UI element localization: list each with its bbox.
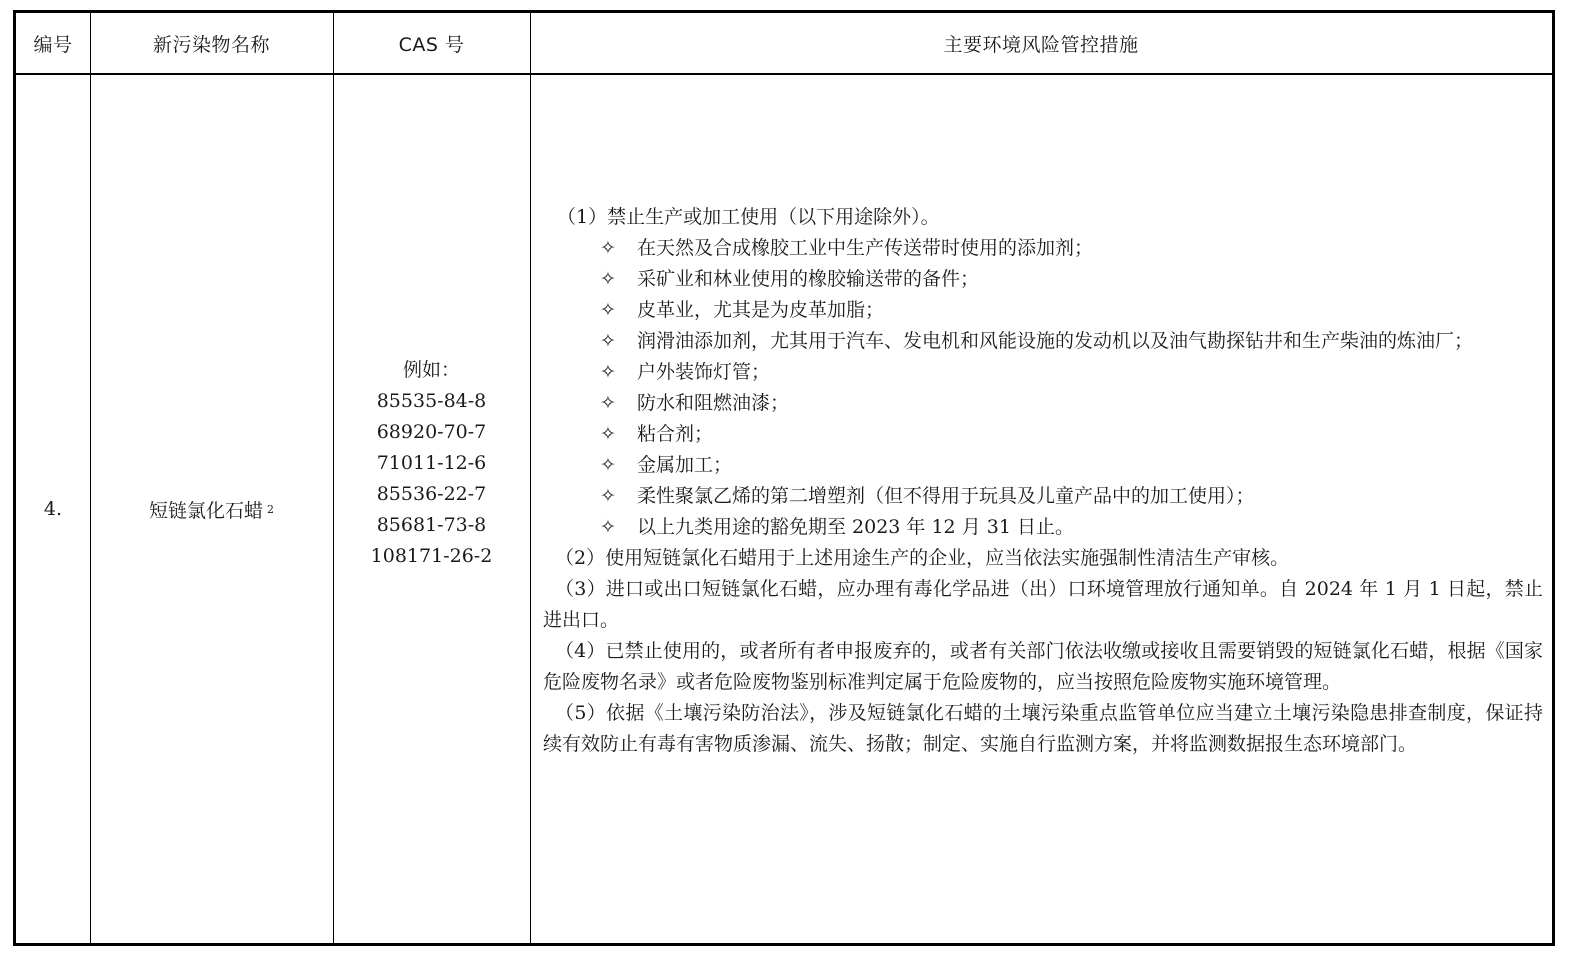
- list-item: ✧ 皮革业，尤其是为皮革加脂；: [543, 295, 1543, 326]
- measure-1-title: （1）禁止生产或加工使用（以下用途除外）。: [557, 206, 940, 228]
- cas-item: 68920-70-7: [376, 420, 487, 443]
- exemption-list: [543, 233, 1543, 543]
- pollutant-name: 短链氯化石蜡: [148, 499, 263, 522]
- cas-intro: 例如：: [402, 358, 460, 381]
- list-item: ✧ 在天然及合成橡胶工业中生产传送带时使用的添加剂；: [543, 233, 1543, 264]
- list-item: ✧ 金属加工；: [543, 450, 1543, 481]
- pollutant-name-cell: [90, 75, 333, 943]
- header-pollutant-name: 新污染物名称: [152, 33, 270, 56]
- cas-item: 85681-73-8: [376, 513, 487, 536]
- list-item: ✧ 采矿业和林业使用的橡胶输送带的备件；: [543, 264, 1543, 295]
- cas-item: 85535-84-8: [376, 389, 487, 412]
- footnote-marker: 2: [267, 502, 274, 516]
- diamond-bullet-icon: ✧: [600, 516, 616, 538]
- list-item: ✧ 户外装饰灯管；: [543, 357, 1543, 388]
- header-cas-number: CAS 号: [398, 33, 465, 56]
- cas-list: [371, 355, 493, 572]
- diamond-bullet-icon: ✧: [600, 392, 616, 414]
- measure-2: （2）使用短链氯化石蜡用于上述用途生产的企业，应当依法实施强制性清洁生产审核。: [555, 547, 1290, 569]
- cas-item: 108171-26-2: [370, 544, 493, 567]
- list-item: ✧ 防水和阻燃油漆；: [543, 388, 1543, 419]
- cas-cell: [333, 75, 530, 943]
- list-item: ✧ 以上九类用途的豁免期至 2023 年 12 月 31 日止。: [543, 512, 1543, 543]
- column-divider: [530, 13, 531, 943]
- diamond-bullet-icon: ✧: [600, 485, 616, 507]
- header-risk-measures: 主要环境风险管控措施: [943, 33, 1139, 56]
- diamond-bullet-icon: ✧: [600, 299, 616, 321]
- list-item: ✧ 粘合剂；: [543, 419, 1543, 450]
- cas-item: 85536-22-7: [376, 482, 487, 505]
- diamond-bullet-icon: ✧: [600, 454, 616, 476]
- diamond-bullet-icon: ✧: [600, 268, 616, 290]
- list-item: ✧ 柔性聚氯乙烯的第二增塑剂（但不得用于玩具及儿童产品中的加工使用）；: [543, 481, 1543, 512]
- diamond-bullet-icon: ✧: [600, 237, 616, 259]
- cas-item: 71011-12-6: [376, 451, 487, 474]
- measure-3: （3）进口或出口短链氯化石蜡，应办理有毒化学品进（出）口环境管理放行通知单。自 2024 年 1 月 1 日起，禁止进出口。: [543, 578, 1543, 631]
- row-number: 4.: [43, 498, 63, 520]
- diamond-bullet-icon: ✧: [600, 330, 616, 352]
- risk-measures-cell: [543, 202, 1543, 760]
- header-number: 编号: [33, 33, 73, 56]
- list-item: ✧ 润滑油添加剂，尤其用于汽车、发电机和风能设施的发动机以及油气勘探钻井和生产柴油的炼油厂；: [543, 326, 1543, 357]
- diamond-bullet-icon: ✧: [600, 361, 616, 383]
- measure-4: （4）已禁止使用的，或者所有者申报废弃的，或者有关部门依法收缴或接收且需要销毁的短链氯化石蜡，根据《国家危险废物名录》或者危险废物鉴别标准判定属于危险废物的，应当按照危险废物实施环境管理。: [543, 640, 1543, 693]
- measure-5: （5）依据《土壤污染防治法》，涉及短链氯化石蜡的土壤污染重点监管单位应当建立土壤污染隐患排查制度，保证持续有效防止有毒有害物质渗漏、流失、扬散；制定、实施自行监测方案，并将监测数据报生态环境部门。: [543, 702, 1543, 755]
- pollutant-table: [13, 10, 1555, 946]
- diamond-bullet-icon: ✧: [600, 423, 616, 445]
